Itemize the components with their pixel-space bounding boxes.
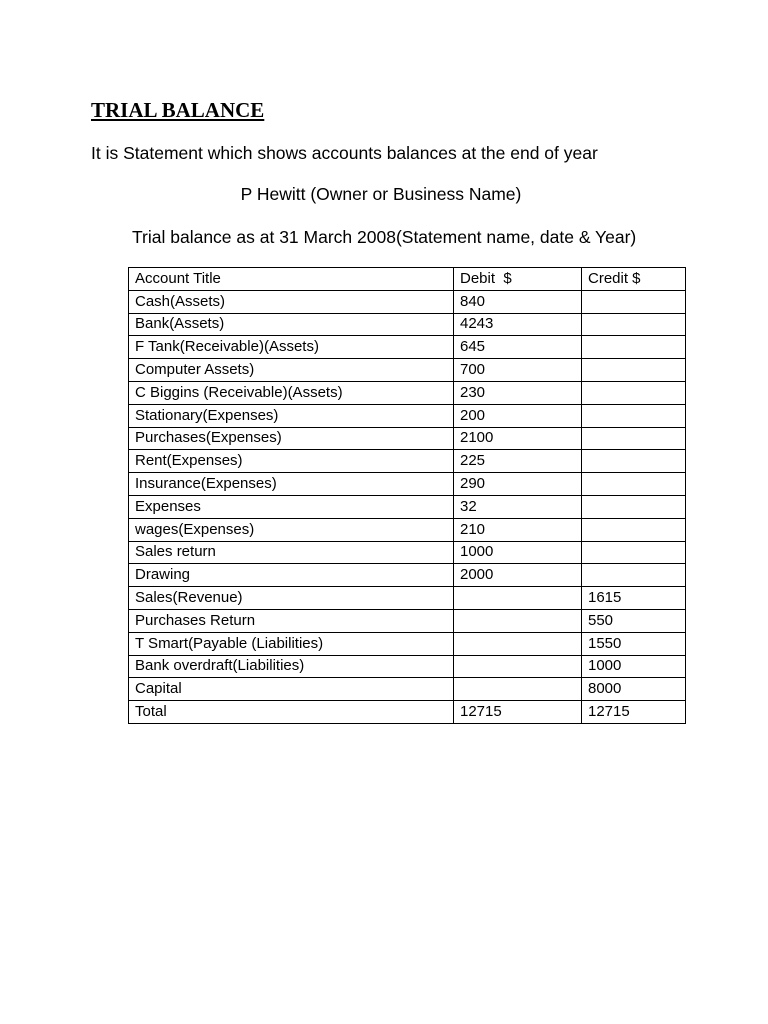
account-cell: F Tank(Receivable)(Assets) (129, 336, 454, 359)
credit-cell (582, 290, 686, 313)
credit-cell (582, 359, 686, 382)
debit-cell: 230 (454, 381, 582, 404)
header-debit: Debit $ (454, 268, 582, 291)
credit-cell (582, 564, 686, 587)
debit-cell (454, 678, 582, 701)
credit-cell: 1550 (582, 632, 686, 655)
account-cell: Total (129, 701, 454, 724)
account-cell: Bank(Assets) (129, 313, 454, 336)
debit-cell: 840 (454, 290, 582, 313)
debit-cell: 290 (454, 473, 582, 496)
account-cell: Sales(Revenue) (129, 587, 454, 610)
document-title: TRIAL BALANCE (91, 98, 265, 122)
account-cell: Sales return (129, 541, 454, 564)
account-cell: Cash(Assets) (129, 290, 454, 313)
table-row (129, 587, 686, 610)
account-cell: Expenses (129, 495, 454, 518)
credit-cell (582, 313, 686, 336)
table-row (129, 632, 686, 655)
credit-cell: 8000 (582, 678, 686, 701)
account-cell: Insurance(Expenses) (129, 473, 454, 496)
credit-cell (582, 381, 686, 404)
debit-cell (454, 632, 582, 655)
header-account-title: Account Title (129, 268, 454, 291)
intro-text: It is Statement which shows accounts balances at the end of year (91, 143, 598, 163)
credit-cell (582, 518, 686, 541)
account-cell: Computer Assets) (129, 359, 454, 382)
table-row (129, 678, 686, 701)
header-credit: Credit $ (582, 268, 686, 291)
table-row (129, 290, 686, 313)
credit-cell (582, 336, 686, 359)
credit-cell (582, 473, 686, 496)
account-cell: C Biggins (Receivable)(Assets) (129, 381, 454, 404)
total-row (129, 701, 686, 724)
account-cell: T Smart(Payable (Liabilities) (129, 632, 454, 655)
account-cell: Stationary(Expenses) (129, 404, 454, 427)
debit-cell: 4243 (454, 313, 582, 336)
table-row (129, 518, 686, 541)
table-row (129, 427, 686, 450)
table-row (129, 655, 686, 678)
account-cell: Drawing (129, 564, 454, 587)
debit-cell (454, 609, 582, 632)
debit-cell: 200 (454, 404, 582, 427)
table-row (129, 541, 686, 564)
table-header-row (129, 268, 686, 291)
credit-cell (582, 427, 686, 450)
account-cell: wages(Expenses) (129, 518, 454, 541)
table-row (129, 473, 686, 496)
debit-cell: 700 (454, 359, 582, 382)
account-cell: Purchases Return (129, 609, 454, 632)
table-row (129, 564, 686, 587)
debit-cell: 2000 (454, 564, 582, 587)
account-cell: Bank overdraft(Liabilities) (129, 655, 454, 678)
credit-cell (582, 450, 686, 473)
debit-cell (454, 655, 582, 678)
trial-balance-table (128, 267, 686, 724)
credit-cell: 12715 (582, 701, 686, 724)
account-cell: Purchases(Expenses) (129, 427, 454, 450)
credit-cell: 1000 (582, 655, 686, 678)
account-cell: Capital (129, 678, 454, 701)
table-row (129, 313, 686, 336)
table-row (129, 609, 686, 632)
debit-cell (454, 587, 582, 610)
table-row (129, 404, 686, 427)
trial-balance-body (129, 268, 686, 724)
credit-cell: 550 (582, 609, 686, 632)
table-row (129, 381, 686, 404)
debit-cell: 645 (454, 336, 582, 359)
statement-heading: Trial balance as at 31 March 2008(Statement name, date & Year) (132, 227, 637, 247)
debit-cell: 12715 (454, 701, 582, 724)
table-row (129, 450, 686, 473)
debit-cell: 210 (454, 518, 582, 541)
owner-name: P Hewitt (Owner or Business Name) (240, 184, 522, 204)
credit-cell (582, 541, 686, 564)
credit-cell (582, 495, 686, 518)
debit-cell: 1000 (454, 541, 582, 564)
table-row (129, 359, 686, 382)
debit-cell: 32 (454, 495, 582, 518)
credit-cell (582, 404, 686, 427)
table-row (129, 495, 686, 518)
account-cell: Rent(Expenses) (129, 450, 454, 473)
debit-cell: 2100 (454, 427, 582, 450)
table-row (129, 336, 686, 359)
credit-cell: 1615 (582, 587, 686, 610)
debit-cell: 225 (454, 450, 582, 473)
